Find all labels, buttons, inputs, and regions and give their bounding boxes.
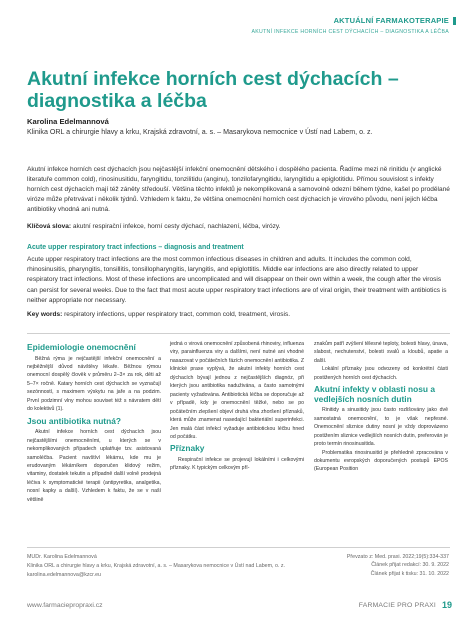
abstract-english: Acute upper respiratory tract infections are the most common infectious diseases in children and adults. It includes the common cold, rhinosinusitis, pharyngitis, tonsillitis, tonsillopharyngitis, laryngitis, and epiglottitis. Middle ear infections are also directly related to upper respiratory tract infections. Most of these infections are uncomplicated and will disappear on their own within a week, the cough after the virosis can persist for several weeks. Due to the fact that most acute upper respiratory tract infections are of viral origin, their treatment with antibiotics is neither appropriate nor necessary.	[27, 256, 447, 304]
english-title: Acute upper respiratory tract infections – diagnosis and treatment	[27, 244, 244, 251]
keywords-english-label: Key words:	[27, 311, 63, 318]
citation: Převzato z: Med. praxi. 2022;19(5):334-337	[346, 554, 449, 560]
keywords-czech-text: akutní respirační infekce, horní cesty dýchací, nachlazení, léčba, virózy.	[72, 223, 281, 230]
received-date: Článek přijat redakcí: 30. 9. 2022	[371, 562, 449, 569]
author-name: Karolina Edelmannová	[27, 117, 109, 126]
paragraph: Respirační infekce se projevují lokálními i celkovými příznaky. K typickým celkovým pří-	[170, 456, 304, 472]
citation-block	[309, 553, 449, 578]
section-label: AKTUÁLNÍ FARMAKOTERAPIE	[333, 16, 449, 25]
keywords-english-text: respiratory infections, upper respiratory tract, common cold, treatment, virosis.	[64, 311, 291, 318]
column-3	[314, 340, 448, 474]
page-number: 19	[441, 600, 452, 610]
column-2	[170, 340, 304, 473]
article-title: Akutní infekce horních cest dýchacích – diagnostika a léčba	[27, 68, 399, 112]
correspondence-block	[27, 553, 287, 580]
paragraph: jedná o virová onemocnění způsobená rhinoviry, influenza viry, parainfluenza viry a dalšími, není nutné ani vhodné nasazovat v počátečních fázích onemocnění antibiotika. Z klinické praxe vyplývá, že akutní infekty horních cest dýchacích bývají jednou z nejčastějších diagnóz, při kterých jsou antibiotika naduživána, a často samotnými pacienty vyžadována. Antibiotická léčba se doporučuje až v případě, kdy je onemocnění těžké, nebo se po počátečním zlepšení objeví druhá vlna zhoršení příznaků, která může znamenat nasedající bakteriální superinfekci. Jen malá část infekcí vyžaduje antibiotickou léčbu hned od počátku.	[170, 341, 304, 440]
paragraph: znakům patří zvýšení tělesné teploty, bolesti hlavy, únava, slabost, nechutenství, bolesti svalů a kloubů, apatie a další.	[314, 341, 448, 364]
abstract-czech: Akutní infekce horních cest dýchacích jsou nejčastější infekční onemocnění dětského i dospělého pacienta. Řadíme mezi ně rinitidu (v anglické literatuře common cold), rinosinusitidu, faryngitidu, tonzilitidu (anginu), tonzilofaryngitidu, laryngitidu a epiglotitidu. Přímou souvislost s infekty horních cest dýchacích mají též záněty středouší. Většina těchto infektů je nekomplikovaná a samovolně odezní během týdne, kašel po prodělané viróze může přetrvávat i několik týdnů. Vzhledem k faktu, že většina onemocnění horních cest dýchacích je virového původu, není jejich léčba antibiotiky vhodná ani nutná.	[27, 166, 450, 214]
paragraph: Běžná rýma je nejčastější infekční onemocnění a nejběžnější důvod návštěvy lékaře. Běžnou rýmou onemocní dospělý člověk v průměru 2–3× za rok, děti až 5–7× ročně. Katary horních cest dýchacích se vyznačují sezónností, s maximem výskytu na jaře a na podzim. První podzimní vlny mohou souviset též s návratem dětí do kolektivů (1).	[27, 355, 161, 413]
website-link[interactable]: www.farmaciepropraxi.cz	[27, 602, 103, 609]
paragraph: Akutní infekce horních cest dýchacích jsou nejčastějšími onemocněními, u kterých se v nekomplikovaných případech uplatňuje tzv. asistovaná samoléčba. Pacient navštíví lékárnu, kde mu je erudovaným lékárníkem doporučen klidový režim, vitaminy, dostatek tekutin a případně další volně prodejná léčiva k symptomatické terapii (antipyretika, analgetika, nosní kapky a další). Vzhledem k faktu, že se v naší většině	[27, 429, 161, 503]
correspondence-name: MUDr. Karolina Edelmannová	[27, 554, 97, 560]
heading-nasal-infections: Akutní infekty v oblasti nosu a vedlejších nosních dutin	[314, 384, 435, 404]
heading-symptoms: Příznaky	[170, 443, 205, 454]
author-affiliation: Klinika ORL a chirurgie hlavy a krku, Krajská zdravotní, a. s. – Masarykova nemocnice v Ústí nad Labem, o. z.	[27, 128, 373, 136]
keywords-english	[27, 310, 450, 320]
keywords-czech	[27, 222, 450, 232]
column-1	[27, 340, 161, 504]
heading-epidemiology: Epidemiologie onemocnění	[27, 342, 136, 352]
accepted-date: Článek přijat k tisku: 31. 10. 2022	[370, 570, 449, 577]
divider-top	[27, 333, 450, 334]
paragraph: Lokální příznaky jsou odvozeny od konkrétní části postižených horních cest dýchacích.	[314, 366, 448, 381]
paragraph: Problematika rinosinusitid je přehledně zpracována v dokumentu evropských doporučených postupů EPOS (European Position	[314, 449, 448, 473]
divider-footer	[27, 547, 450, 548]
paragraph: Rinitidy a sinusitidy jsou často rozlišovány jako dvě samostatná onemocnění, to je však nepřesné. Onemocnění sliznice dutiny nosní je vždy doprovázeno postižením sliznice vedlejších nosních dutin, preferován je proto termín rinosinusitida.	[314, 407, 448, 448]
correspondence-address: Klinika ORL a chirurgie hlavy a krku, Krajská zdravotní, a. s. – Masarykova nemocnice v Ústí nad Labem, o. z.	[27, 563, 285, 569]
running-header: AKUTNÍ INFEKCE HORNÍCH CEST DÝCHACÍCH – DIAGNOSTIKA A LÉČBA	[251, 29, 449, 35]
journal-name: FARMACIE PRO PRAXI	[358, 602, 436, 609]
section-marker	[453, 17, 456, 25]
keywords-czech-label: Klíčová slova:	[27, 223, 72, 230]
correspondence-email[interactable]: karolina.edelmannova@kzcr.eu	[27, 572, 101, 578]
heading-antibiotics: Jsou antibiotika nutná?	[27, 415, 121, 426]
